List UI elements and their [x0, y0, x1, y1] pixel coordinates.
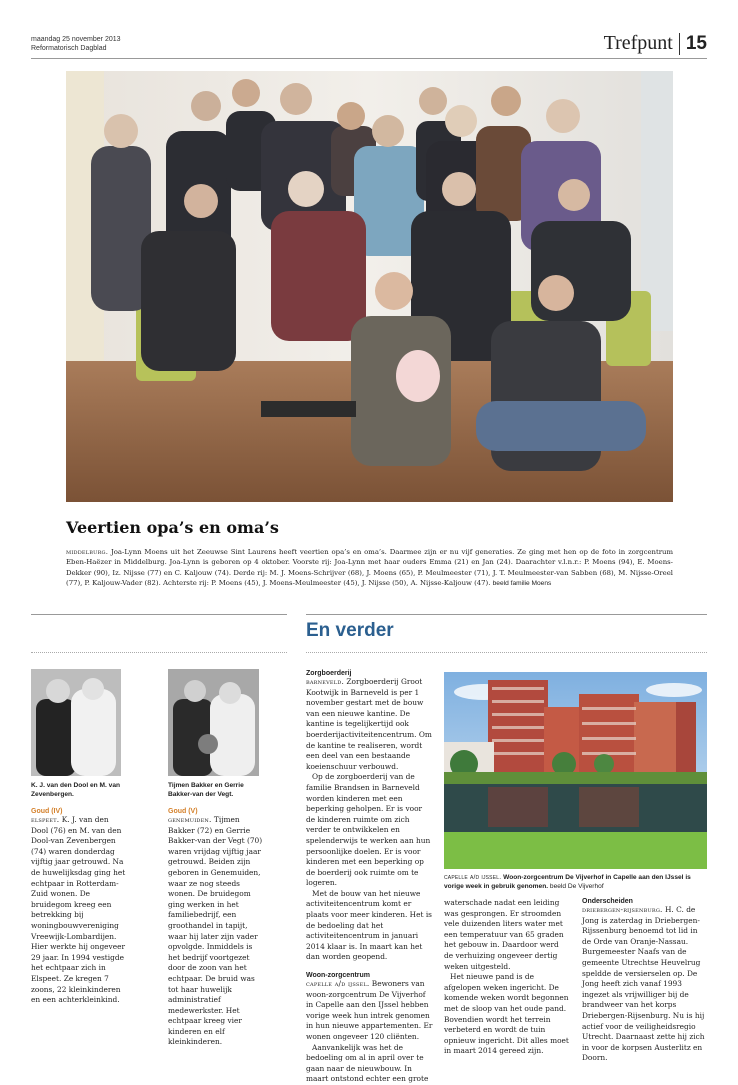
vijverhof-building-photo [444, 672, 707, 869]
caption-dateline: capelle a/d ijssel. [444, 874, 502, 881]
main-caption-body: Joa-Lynn Moens uit het Zeeuwse Sint Laurens heeft veertien opa’s en oma’s. Daarmee zijn er nu vijf generaties. Ze ging met hen op de foto in zorgcentrum Eben-Haëzer in Middelburg. Joa-Lynn is geboren op 4 oktober. Voorste rij: Joa-Lynn met haar ouders Emma (21) en Jan (24). Daarachter v.l.n.r.: P. Moens (94), E. Moens-Dekker (90), Iz. Nijsse (77) en C. Kaljouw (74). Derde rij: M. J. Moens-Schrijver (68), J. Moens (65), P. Meulmeester (71), J. T. Meulmeester-van Sabben (68), M. Nijsse-Oreel (77), P. Kaljouw-Vader (82). Achterste rij: P. Moens (45), J. Moens-Meulmeester (45), J. Nijsse (50), A. Nijsse-Kaljouw (47). [66, 548, 673, 588]
section-header [604, 32, 707, 55]
section-name: Trefpunt [603, 32, 673, 54]
dateline: driebergen-rijsenburg. [582, 905, 663, 914]
paragraph: Met de bouw van het nieuwe activiteitencentrum komt er plaats voor meer kinderen. Het is de bedoeling dat het activiteitencentrum in januari 2014 klaar is. In maart kan het dan worden geopend. [306, 888, 432, 962]
header-rule [31, 58, 707, 59]
article-onderscheiden [582, 898, 707, 1064]
left-column-rule [31, 614, 287, 615]
article-text: K. J. van den Dool (76) en M. van den Dool-van Zevenbergen (74) waren donderdag vijftig jaar getrouwd. Na de huwelijksdag ging het echtpaar in Rotterdam-Zuid wonen. De bruidegom kreeg een betrekking bij woningbouwvereniging Vreewijk-Lombardijen. Hier werkte hij ongeveer 29 jaar. In 1994 vestigde het echtpaar zich in Elspeet. Ze kregen 7 zoons, 22 kleinkinderen en een achterkleinkind. [31, 815, 126, 1005]
main-photo-credit: beeld familie Moens [492, 580, 552, 588]
main-headline: Veertien opa’s en oma’s [66, 518, 279, 537]
caption-bold-text: Woon-zorgcentrum De Vijverhof in Capelle aan den IJssel is vorige week in gebruik genomen. [444, 874, 691, 890]
article-title: Goud (V) [168, 808, 198, 815]
header-divider [679, 33, 680, 55]
article-zorgboerderij [306, 670, 433, 1085]
right-dotted-divider [306, 652, 707, 653]
article-woonzorg-continued [444, 898, 570, 1057]
wedding-photo-van-den-dool [31, 669, 121, 776]
section-title-en-verder: En verder [306, 620, 394, 641]
family-group-photo [66, 71, 673, 502]
dateline: genemuiden. [168, 815, 212, 824]
article-body [168, 815, 263, 1048]
paragraph: Zorgboerderij Groot Kootwijk in Barneveld is per 1 november gestart met de bouw van een nieuwe kantine. De kantine is tegelijkertijd ook boerderijactiviteitencentrum. Om de kantine te realiseren, wordt een deel van een bestaande koeienschuur verbouwd. [306, 677, 432, 771]
article-goud-iv [31, 808, 126, 1006]
page-number: 15 [685, 32, 707, 54]
right-section-rule [306, 614, 707, 615]
article-text: Tijmen Bakker (72) en Gerrie Bakker-van der Vegt (70) waren vrijdag vijftig jaar getrouwd. Beiden zijn geboren in Genemuiden, waar ze nog steeds wonen. De bruidegom ging werken in het familiebedrijf, een groothandel in tapijt, waar hij later zijn vader opvolgde. Inmiddels is het bedrijf voortgezet door de zoon van het echtpaar. De bruid was tot haar huwelijk administratief medewerkster. Het echtpaar kreeg vier kinderen en elf kleinkinderen. [168, 815, 263, 1047]
left-dotted-divider [31, 652, 287, 653]
page-header-date-block [31, 35, 121, 53]
article-body [306, 677, 433, 772]
article-title: Onderscheiden [582, 898, 633, 905]
dateline: barneveld. [306, 677, 345, 686]
article-body [306, 979, 433, 1043]
dateline: elspeet. [31, 815, 60, 824]
paragraph: Aanvankelijk was het de bedoeling om al in april over te gaan naar de nieuwbouw. In maart ontstond echter een grote [306, 1042, 429, 1084]
caption-credit: beeld De Vijverhof [549, 883, 604, 890]
paragraph: Het nieuwe pand is de afgelopen weken ingericht. De komende weken wordt begonnen met de sloop van het oude pand. Bovendien wordt het terrein verbeterd en wordt de tuin opnieuw ingericht. Dit alles moet in maart 2014 gereed zijn. [444, 972, 569, 1056]
paragraph: waterschade nadat een leiding was gesprongen. Er stroomden vele duizenden liters water met een temperatuur van 65 graden het gebouw in. Daardoor werd de verhuizing ongeveer dertig weken uitgesteld. [444, 898, 564, 971]
article-title: Zorgboerderij [306, 670, 352, 677]
vijverhof-photo-caption [444, 873, 707, 891]
dateline: capelle a/d ijssel. [306, 979, 370, 989]
paragraph: H. C. de Jong is zaterdag in Driebergen-Rijssenburg benoemd tot lid in de Orde van Oranje-Nassau. Burgemeester Naafs van de gemeente Utrechtse Heuvelrug speldde de versierselen op. De Jong heeft zich vanaf 1993 ingezet als vrijwilliger bij de brandweer van het korps Driebergen-Rijsenburg. Nu is hij actief voor de veiligheidsregio Utrecht. Daarnaast zette hij zich in voor de korpsen Austerlitz en Doorn. [582, 905, 705, 1063]
newspaper-name: Reformatorisch Dagblad [31, 45, 107, 52]
article-body [582, 905, 707, 1064]
article-title: Goud (IV) [31, 808, 63, 815]
photo-caption-van-den-dool: K. J. van den Dool en M. van Zevenbergen. [31, 782, 121, 798]
paragraph: Bewoners van woon-zorgcentrum De Vijverhof in Capelle aan den IJssel hebben vorige week hun intrek genomen in hun nieuwe appartementen. Er wonen ongeveer 120 cliënten. [306, 979, 433, 1041]
wedding-photo-bakker [168, 669, 259, 776]
article-goud-v [168, 808, 263, 1048]
photo-caption-bakker: Tijmen Bakker en Gerrie Bakker-van der Vegt. [168, 782, 244, 798]
article-title: Woon-zorgcentrum [306, 972, 371, 980]
article-body [31, 815, 126, 1006]
issue-date: maandag 25 november 2013 [31, 36, 121, 43]
main-caption [66, 547, 673, 590]
main-dateline: middelburg. [66, 548, 109, 556]
paragraph: Op de zorgboerderij van de familie Brandsen in Barneveld worden kinderen met een beperking geholpen. Er is voor de kinderen ruimte om zich verder te ontwikkelen en spelenderwijs te werken aan hun persoonlijke doelen. Er is voor kinderen met een beperking op de boerderij ook ruimte om te logeren. [306, 772, 431, 888]
